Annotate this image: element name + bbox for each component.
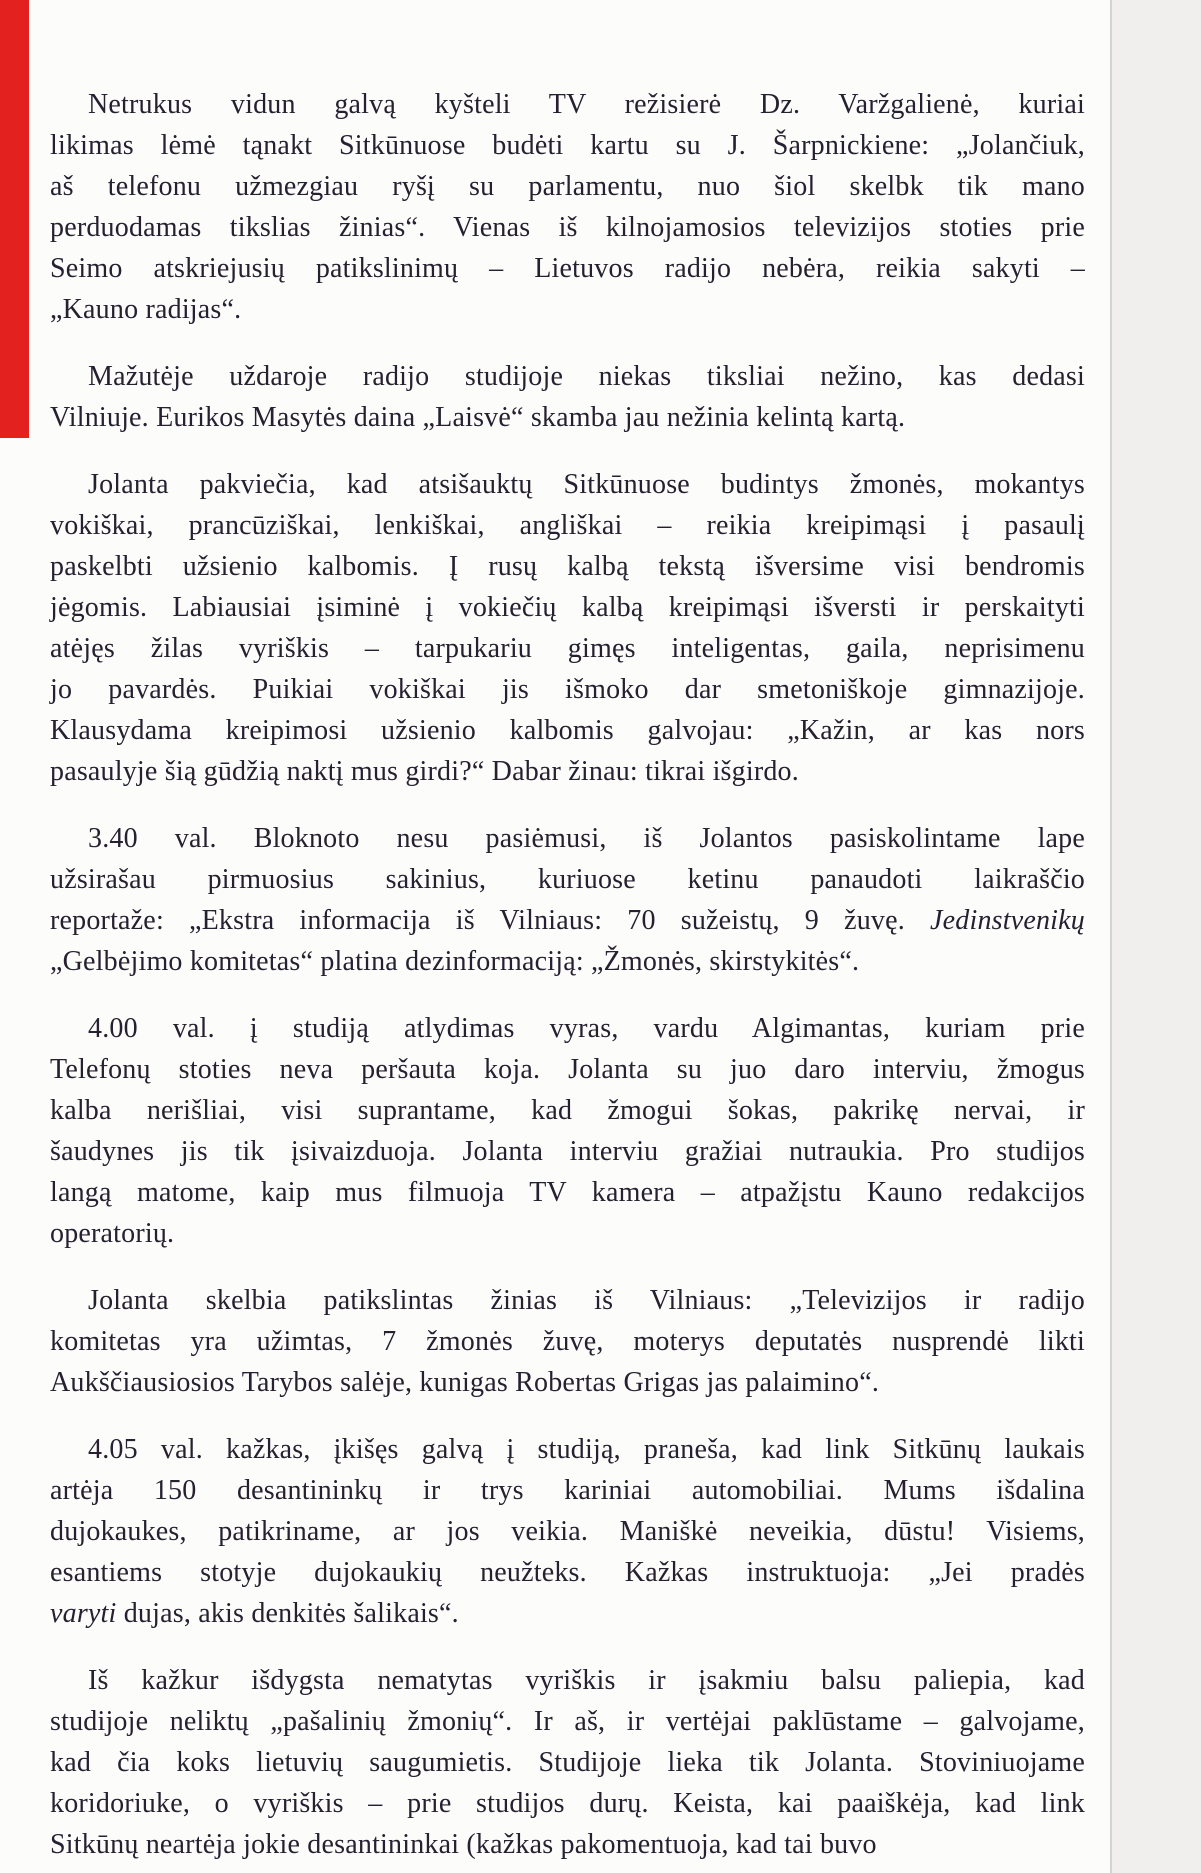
text-line: Sitkūnų neartėja jokie desantininkai (kažkas pakomentuoja, kad tai buvo: [50, 1829, 877, 1860]
text-line: jo pavardės. Puikiai vokiškai jis išmoko dar smetoniškoje gimnazijoje.: [50, 674, 1085, 705]
text-line: paskelbti užsienio kalbomis. Į rusų kalbą tekstą išversime visi bendromis: [50, 551, 1085, 582]
text-line: „Gelbėjimo komitetas“ platina dezinformaciją: „Žmonės, skirstykitės“.: [50, 946, 860, 977]
text-line: Jolanta skelbia patikslintas žinias iš Vilniaus: „Televizijos ir radijo: [88, 1285, 1085, 1316]
text-line: Iš kažkur išdygsta nematytas vyriškis ir įsakmiu balsu paliepia, kad: [88, 1665, 1085, 1696]
text-line: Aukščiausiosios Tarybos salėje, kunigas Robertas Grigas jas palaimino“.: [50, 1367, 880, 1398]
text-line: kad čia koks lietuvių saugumietis. Studijoje lieka tik Jolanta. Stoviniuojame: [50, 1747, 1085, 1778]
paragraph: [50, 1660, 1085, 1865]
text-line: jėgomis. Labiausiai įsiminė į vokiečių kalbą kreipimąsi išversti ir perskaityti: [50, 592, 1085, 623]
text-line: likimas lėmė tąnakt Sitkūnuose budėti kartu su J. Šarpnickiene: „Jolančiuk,: [50, 130, 1085, 161]
text-line: reportaže: „Ekstra informacija iš Vilniaus: 70 sužeistų, 9 žuvę. Jedinstvenikų: [50, 905, 1085, 936]
text-line: užsirašau pirmuosius sakinius, kuriuose ketinu panaudoti laikraščio: [50, 864, 1085, 895]
text-line: Jolanta pakviečia, kad atsišauktų Sitkūnuose budintys žmonės, mokantys: [88, 469, 1085, 500]
text-line: studijoje neliktų „pašalinių žmonių“. Ir aš, ir vertėjai paklūstame – galvojame,: [50, 1706, 1085, 1737]
text-line: langą matome, kaip mus filmuoja TV kamera – atpažįstu Kauno redakcijos: [50, 1177, 1085, 1208]
text-line: Telefonų stoties neva peršauta koja. Jolanta su juo daro interviu, žmogus: [50, 1054, 1085, 1085]
text-line: esantiems stotyje dujokaukių neužteks. Kažkas instruktuoja: „Jei pradės: [50, 1557, 1085, 1588]
text-line: Klausydama kreipimosi užsienio kalbomis galvojau: „Kažin, ar kas nors: [50, 715, 1085, 746]
text-line: operatorių.: [50, 1218, 175, 1249]
text-line: Mažutėje uždaroje radijo studijoje niekas tiksliai nežino, kas dedasi: [88, 361, 1085, 392]
page-text: [50, 84, 1085, 1865]
paragraph: [50, 1008, 1085, 1254]
text-line: kalba nerišliai, visi suprantame, kad žmogui šokas, pakrikę nervai, ir: [50, 1095, 1085, 1126]
text-line: Seimo atskriejusių patikslinimų – Lietuvos radijo nebėra, reikia sakyti –: [50, 253, 1085, 284]
page-scan-edge: [1110, 0, 1112, 1873]
text-line: varyti dujas, akis denkitės šalikais“.: [50, 1598, 459, 1629]
text-line: dujokaukes, patikriname, ar jos veikia. Maniškė neveikia, dūstu! Visiems,: [50, 1516, 1085, 1547]
paragraph: [50, 1280, 1085, 1403]
paragraph: [50, 464, 1085, 792]
paragraph: [50, 356, 1085, 438]
text-line: vokiškai, prancūziškai, lenkiškai, angliškai – reikia kreipimąsi į pasaulį: [50, 510, 1085, 541]
text-line: Vilniuje. Eurikos Masytės daina „Laisvė“ skamba jau nežinia kelintą kartą.: [50, 402, 906, 433]
book-cover-red-strip: [0, 0, 29, 438]
text-line: komitetas yra užimtas, 7 žmonės žuvę, moterys deputatės nusprendė likti: [50, 1326, 1085, 1357]
text-line: artėja 150 desantininkų ir trys kariniai automobiliai. Mums išdalina: [50, 1475, 1085, 1506]
text-line: šaudynes jis tik įsivaizduoja. Jolanta interviu gražiai nutraukia. Pro studijos: [50, 1136, 1085, 1167]
text-line: perduodamas tikslias žinias“. Vienas iš kilnojamosios televizijos stoties prie: [50, 212, 1085, 243]
text-line: aš telefonu užmezgiau ryšį su parlamentu, nuo šiol skelbk tik mano: [50, 171, 1085, 202]
text-line: pasaulyje šią gūdžią naktį mus girdi?“ Dabar žinau: tikrai išgirdo.: [50, 756, 799, 787]
text-line: Netrukus vidun galvą kyšteli TV režisierė Dz. Varžgalienė, kuriai: [88, 89, 1085, 120]
text-line: 4.05 val. kažkas, įkišęs galvą į studiją, praneša, kad link Sitkūnų laukais: [88, 1434, 1085, 1465]
text-line: koridoriuke, o vyriškis – prie studijos durų. Keista, kai paaiškėja, kad link: [50, 1788, 1085, 1819]
paragraph: [50, 84, 1085, 330]
paragraph: [50, 818, 1085, 982]
text-line: atėjęs žilas vyriškis – tarpukariu gimęs inteligentas, gaila, neprisimenu: [50, 633, 1085, 664]
paragraph: [50, 1429, 1085, 1634]
scan-outer-margin: [1112, 0, 1201, 1873]
text-line: 3.40 val. Bloknoto nesu pasiėmusi, iš Jolantos pasiskolintame lape: [88, 823, 1085, 854]
text-line: „Kauno radijas“.: [50, 294, 242, 325]
text-line: 4.00 val. į studiją atlydimas vyras, vardu Algimantas, kuriam prie: [88, 1013, 1085, 1044]
